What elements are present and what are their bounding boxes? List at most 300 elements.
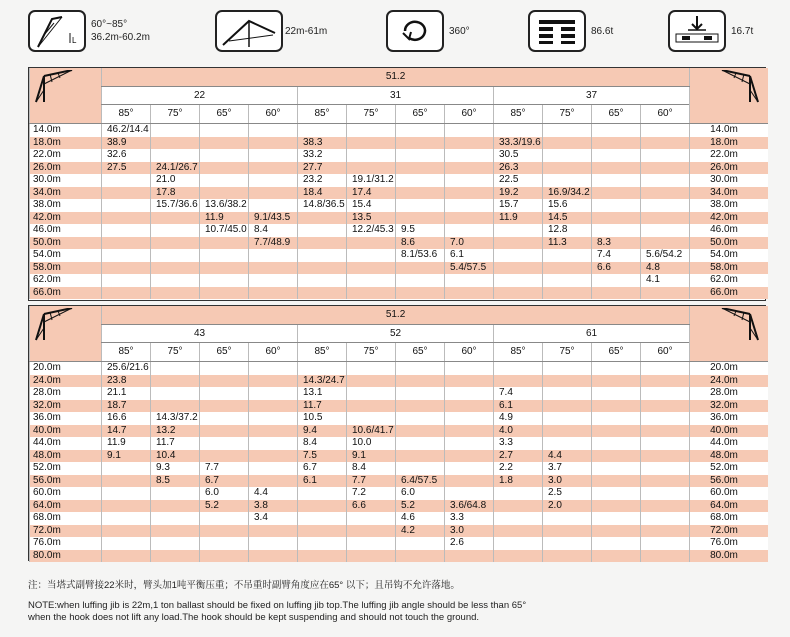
table2-angle-header: 75° (347, 343, 396, 362)
load-value-cell: 3.3 (494, 437, 543, 450)
load-value-cell: 15.7/36.6 (151, 199, 200, 212)
load-value-cell (102, 462, 151, 475)
load-value-cell (200, 262, 249, 275)
load-value-cell (592, 400, 641, 413)
load-value-cell (102, 487, 151, 500)
radius-label: 14.0m (690, 124, 768, 137)
table2-table-row (30, 450, 768, 463)
counterweight-icon (528, 10, 586, 52)
load-value-cell (592, 450, 641, 463)
load-value-cell (641, 425, 690, 438)
radius-label: 76.0m (30, 537, 102, 550)
table1-table-row (30, 212, 768, 225)
load-value-cell: 11.9 (494, 212, 543, 225)
load-value-cell (347, 262, 396, 275)
load-value-cell (102, 262, 151, 275)
radius-label: 66.0m (30, 287, 102, 300)
load-value-cell (445, 450, 494, 463)
radius-label: 30.0m (690, 174, 768, 187)
radius-label: 32.0m (690, 400, 768, 413)
radius-label: 42.0m (690, 212, 768, 225)
load-value-cell: 13.2 (151, 425, 200, 438)
load-value-cell (592, 124, 641, 137)
load-value-cell: 8.4 (298, 437, 347, 450)
load-value-cell (641, 400, 690, 413)
load-value-cell: 23.2 (298, 174, 347, 187)
load-value-cell (445, 149, 494, 162)
load-value-cell (592, 537, 641, 550)
load-value-cell: 6.7 (298, 462, 347, 475)
spec-luffing-angle (28, 10, 150, 52)
table2-table-row (30, 362, 768, 375)
load-value-cell (249, 525, 298, 538)
radius-label: 38.0m (30, 199, 102, 212)
load-value-cell (445, 287, 494, 300)
load-value-cell: 17.8 (151, 187, 200, 200)
table1-angle-header: 60° (445, 105, 494, 124)
load-value-cell (592, 412, 641, 425)
load-value-cell (151, 525, 200, 538)
load-value-cell (102, 525, 151, 538)
load-value-cell (641, 187, 690, 200)
spec-counterweight-text: 86.6t (591, 25, 614, 37)
radius-label: 38.0m (690, 199, 768, 212)
load-value-cell (102, 249, 151, 262)
radius-label: 50.0m (30, 237, 102, 250)
table1-angle-header: 85° (102, 105, 151, 124)
table2-angle-header: 60° (641, 343, 690, 362)
load-value-cell (543, 512, 592, 525)
load-value-cell: 16.9/34.2 (543, 187, 592, 200)
load-value-cell (249, 274, 298, 287)
load-value-cell (445, 475, 494, 488)
load-value-cell (494, 362, 543, 375)
load-value-cell (347, 512, 396, 525)
load-value-cell: 8.4 (249, 224, 298, 237)
table1-jib-length-0: 22 (102, 87, 298, 105)
load-value-cell (396, 462, 445, 475)
table1-jib-length-1: 31 (298, 87, 494, 105)
load-value-cell: 27.7 (298, 162, 347, 175)
load-value-cell (592, 174, 641, 187)
load-value-cell (200, 249, 249, 262)
load-value-cell (151, 212, 200, 225)
load-value-cell (592, 199, 641, 212)
load-value-cell (641, 212, 690, 225)
load-value-cell (298, 362, 347, 375)
table1-table-row (30, 162, 768, 175)
load-value-cell: 27.5 (102, 162, 151, 175)
load-value-cell: 3.0 (445, 525, 494, 538)
load-value-cell (641, 512, 690, 525)
load-value-cell (347, 387, 396, 400)
load-value-cell (592, 525, 641, 538)
radius-label: 28.0m (690, 387, 768, 400)
load-value-cell (592, 362, 641, 375)
load-value-cell: 33.3/19.6 (494, 137, 543, 150)
load-value-cell (298, 237, 347, 250)
load-value-cell: 14.8/36.5 (298, 199, 347, 212)
load-value-cell (396, 425, 445, 438)
load-value-cell: 9.1 (347, 450, 396, 463)
load-value-cell (396, 149, 445, 162)
load-value-cell (151, 400, 200, 413)
load-value-cell (494, 500, 543, 513)
load-value-cell (347, 124, 396, 137)
load-value-cell (298, 500, 347, 513)
load-value-cell (151, 249, 200, 262)
table1-angle-header: 60° (249, 105, 298, 124)
load-value-cell: 7.2 (347, 487, 396, 500)
radius-label: 22.0m (30, 149, 102, 162)
table2-table-row (30, 500, 768, 513)
load-value-cell (445, 425, 494, 438)
load-value-cell (249, 199, 298, 212)
load-value-cell: 30.5 (494, 149, 543, 162)
load-value-cell (347, 149, 396, 162)
load-value-cell: 3.6/64.8 (445, 500, 494, 513)
radius-label: 80.0m (690, 550, 768, 563)
load-value-cell (543, 174, 592, 187)
load-value-cell (200, 412, 249, 425)
load-value-cell (543, 249, 592, 262)
table2-jib-length-0: 43 (102, 325, 298, 343)
load-value-cell: 38.3 (298, 137, 347, 150)
load-value-cell (298, 512, 347, 525)
load-value-cell (592, 462, 641, 475)
luffing-jib-angle-icon (28, 10, 86, 52)
load-value-cell (151, 500, 200, 513)
load-value-cell (592, 162, 641, 175)
load-value-cell (102, 537, 151, 550)
load-value-cell: 4.2 (396, 525, 445, 538)
load-value-cell: 10.7/45.0 (200, 224, 249, 237)
load-value-cell: 18.7 (102, 400, 151, 413)
table1-table-row (30, 174, 768, 187)
load-value-cell (494, 525, 543, 538)
load-value-cell: 14.3/24.7 (298, 375, 347, 388)
load-value-cell (249, 450, 298, 463)
load-value-cell (396, 412, 445, 425)
load-value-cell: 2.5 (543, 487, 592, 500)
load-value-cell (641, 525, 690, 538)
load-value-cell (543, 274, 592, 287)
load-value-cell: 12.8 (543, 224, 592, 237)
radius-label: 26.0m (30, 162, 102, 175)
load-value-cell: 3.3 (445, 512, 494, 525)
radius-label: 66.0m (690, 287, 768, 300)
load-value-cell (151, 287, 200, 300)
table2-angle-header: 85° (298, 343, 347, 362)
table2-jib-length-2: 61 (494, 325, 690, 343)
load-value-cell (200, 137, 249, 150)
load-value-cell: 14.5 (543, 212, 592, 225)
spec-jib-length (215, 10, 327, 52)
load-value-cell (494, 249, 543, 262)
load-value-cell (641, 537, 690, 550)
radius-label: 52.0m (690, 462, 768, 475)
table2-table-row (30, 375, 768, 388)
load-value-cell: 15.7 (494, 199, 543, 212)
load-value-cell (396, 274, 445, 287)
load-value-cell (641, 475, 690, 488)
load-value-cell (298, 525, 347, 538)
load-value-cell: 4.6 (396, 512, 445, 525)
load-value-cell (592, 487, 641, 500)
load-value-cell (200, 375, 249, 388)
load-value-cell: 7.7 (347, 475, 396, 488)
load-value-cell: 15.6 (543, 199, 592, 212)
load-value-cell (151, 487, 200, 500)
load-value-cell (641, 174, 690, 187)
load-value-cell (494, 512, 543, 525)
load-value-cell (298, 274, 347, 287)
load-value-cell (494, 262, 543, 275)
load-value-cell: 3.7 (543, 462, 592, 475)
load-value-cell (200, 187, 249, 200)
load-value-cell: 10.6/41.7 (347, 425, 396, 438)
load-value-cell: 21.1 (102, 387, 151, 400)
load-value-cell (151, 550, 200, 563)
load-value-cell: 4.8 (641, 262, 690, 275)
spec-max-load-text: 16.7t (731, 25, 754, 37)
load-value-cell (249, 462, 298, 475)
load-value-cell (249, 375, 298, 388)
load-value-cell (494, 487, 543, 500)
crane-diagram-icon (690, 68, 768, 124)
load-value-cell (347, 537, 396, 550)
load-value-cell (396, 450, 445, 463)
spec-slewing-text: 360° (449, 25, 470, 37)
load-value-cell (641, 149, 690, 162)
load-value-cell (200, 512, 249, 525)
load-value-cell: 26.3 (494, 162, 543, 175)
table2-angle-header: 65° (200, 343, 249, 362)
radius-label: 20.0m (690, 362, 768, 375)
load-value-cell: 7.0 (445, 237, 494, 250)
load-value-cell: 6.6 (592, 262, 641, 275)
load-value-cell: 17.4 (347, 187, 396, 200)
load-value-cell: 11.3 (543, 237, 592, 250)
load-value-cell (592, 287, 641, 300)
radius-label: 56.0m (690, 475, 768, 488)
load-value-cell (494, 237, 543, 250)
load-value-cell (200, 287, 249, 300)
load-value-cell (102, 475, 151, 488)
load-value-cell (249, 287, 298, 300)
table1-table-row (30, 124, 768, 137)
note-english-line-1: NOTE:when luffing jib is 22m,1 ton ballast should be fixed on luffing jib top.The luffing jib angle should be less than 65° (28, 600, 527, 611)
load-value-cell: 16.6 (102, 412, 151, 425)
load-value-cell (102, 187, 151, 200)
load-value-cell (396, 212, 445, 225)
load-value-cell (200, 174, 249, 187)
table1-height-label: 51.2 (102, 68, 690, 87)
load-value-cell (543, 437, 592, 450)
load-value-cell: 21.0 (151, 174, 200, 187)
radius-label: 46.0m (30, 224, 102, 237)
load-value-cell (347, 400, 396, 413)
load-value-cell (592, 375, 641, 388)
load-value-cell: 8.6 (396, 237, 445, 250)
load-value-cell (592, 212, 641, 225)
load-value-cell: 11.7 (298, 400, 347, 413)
load-value-cell: 13.5 (347, 212, 396, 225)
load-value-cell: 19.2 (494, 187, 543, 200)
radius-label: 62.0m (690, 274, 768, 287)
load-value-cell (151, 512, 200, 525)
load-value-cell: 7.4 (592, 249, 641, 262)
table1-angle-header: 60° (641, 105, 690, 124)
load-value-cell (396, 287, 445, 300)
radius-label: 40.0m (690, 425, 768, 438)
load-value-cell (396, 187, 445, 200)
radius-label: 68.0m (690, 512, 768, 525)
load-value-cell (102, 500, 151, 513)
load-value-cell (445, 212, 494, 225)
load-value-cell (641, 437, 690, 450)
jib-length-icon (215, 10, 283, 52)
radius-label: 54.0m (30, 249, 102, 262)
load-value-cell (347, 525, 396, 538)
load-value-cell (347, 362, 396, 375)
load-value-cell (641, 162, 690, 175)
load-value-cell (494, 537, 543, 550)
load-value-cell (641, 137, 690, 150)
load-value-cell (249, 187, 298, 200)
load-value-cell (494, 287, 543, 300)
load-value-cell (543, 162, 592, 175)
load-value-cell: 6.4/57.5 (396, 475, 445, 488)
load-value-cell (445, 187, 494, 200)
load-value-cell: 10.0 (347, 437, 396, 450)
load-value-cell (543, 412, 592, 425)
load-value-cell: 9.5 (396, 224, 445, 237)
load-value-cell (641, 199, 690, 212)
table1-angle-header: 65° (592, 105, 641, 124)
table1-angle-header: 75° (151, 105, 200, 124)
spec-luffing-angle-text: 60°~85° (91, 19, 128, 30)
load-value-cell (200, 537, 249, 550)
radius-label: 58.0m (690, 262, 768, 275)
load-value-cell: 3.4 (249, 512, 298, 525)
radius-label: 48.0m (30, 450, 102, 463)
radius-label: 60.0m (690, 487, 768, 500)
load-value-cell (200, 425, 249, 438)
load-value-cell: 4.1 (641, 274, 690, 287)
load-value-cell (347, 274, 396, 287)
load-value-cell (641, 462, 690, 475)
load-value-cell (494, 274, 543, 287)
radius-label: 58.0m (30, 262, 102, 275)
load-value-cell (543, 537, 592, 550)
table2-angle-header: 65° (396, 343, 445, 362)
load-value-cell (592, 512, 641, 525)
table2-table-row (30, 412, 768, 425)
table1-table-row (30, 224, 768, 237)
load-value-cell: 13.6/38.2 (200, 199, 249, 212)
spec-slewing (386, 10, 470, 52)
load-value-cell (641, 550, 690, 563)
load-value-cell (445, 462, 494, 475)
load-value-cell: 7.7 (200, 462, 249, 475)
load-value-cell (102, 212, 151, 225)
load-value-cell (102, 199, 151, 212)
load-value-cell: 6.0 (396, 487, 445, 500)
load-value-cell (445, 174, 494, 187)
load-value-cell (102, 174, 151, 187)
table2-table-row (30, 387, 768, 400)
load-value-cell: 9.3 (151, 462, 200, 475)
load-value-cell: 9.1 (102, 450, 151, 463)
crane-diagram-icon (30, 306, 102, 362)
load-value-cell (543, 124, 592, 137)
notes (28, 580, 768, 624)
load-value-cell: 8.1/53.6 (396, 249, 445, 262)
load-value-cell (494, 124, 543, 137)
table2-height-label: 51.2 (102, 306, 690, 325)
load-value-cell (151, 537, 200, 550)
load-value-cell (543, 362, 592, 375)
table1-angle-header: 65° (396, 105, 445, 124)
load-value-cell (396, 537, 445, 550)
load-value-cell (641, 500, 690, 513)
svg-text:L: L (72, 36, 77, 45)
load-value-cell (298, 124, 347, 137)
radius-label: 76.0m (690, 537, 768, 550)
load-value-cell: 6.7 (200, 475, 249, 488)
load-value-cell (102, 224, 151, 237)
load-value-cell: 46.2/14.4 (102, 124, 151, 137)
load-value-cell (102, 287, 151, 300)
load-value-cell (543, 375, 592, 388)
load-value-cell (151, 362, 200, 375)
load-value-cell (200, 550, 249, 563)
load-value-cell (445, 487, 494, 500)
radius-label: 64.0m (690, 500, 768, 513)
load-value-cell (396, 387, 445, 400)
load-value-cell (347, 412, 396, 425)
table2-table-row (30, 437, 768, 450)
load-value-cell (249, 162, 298, 175)
load-value-cell: 10.4 (151, 450, 200, 463)
table1-table-row (30, 274, 768, 287)
load-value-cell (200, 274, 249, 287)
load-value-cell (200, 124, 249, 137)
radius-label: 52.0m (30, 462, 102, 475)
table1-angle-header: 75° (543, 105, 592, 124)
table2-angle-header: 75° (543, 343, 592, 362)
load-value-cell (249, 124, 298, 137)
load-value-cell (543, 262, 592, 275)
radius-label: 72.0m (30, 525, 102, 538)
load-value-cell (347, 249, 396, 262)
crane-diagram-icon (30, 68, 102, 124)
load-value-cell (592, 437, 641, 450)
load-value-cell: 5.4/57.5 (445, 262, 494, 275)
load-value-cell (102, 550, 151, 563)
load-value-cell (249, 437, 298, 450)
load-value-cell (102, 237, 151, 250)
table2-angle-header: 60° (249, 343, 298, 362)
load-value-cell (641, 362, 690, 375)
load-value-cell (592, 224, 641, 237)
load-value-cell (494, 550, 543, 563)
radius-label: 46.0m (690, 224, 768, 237)
load-value-cell: 4.0 (494, 425, 543, 438)
radius-label: 36.0m (30, 412, 102, 425)
load-value-cell: 1.8 (494, 475, 543, 488)
